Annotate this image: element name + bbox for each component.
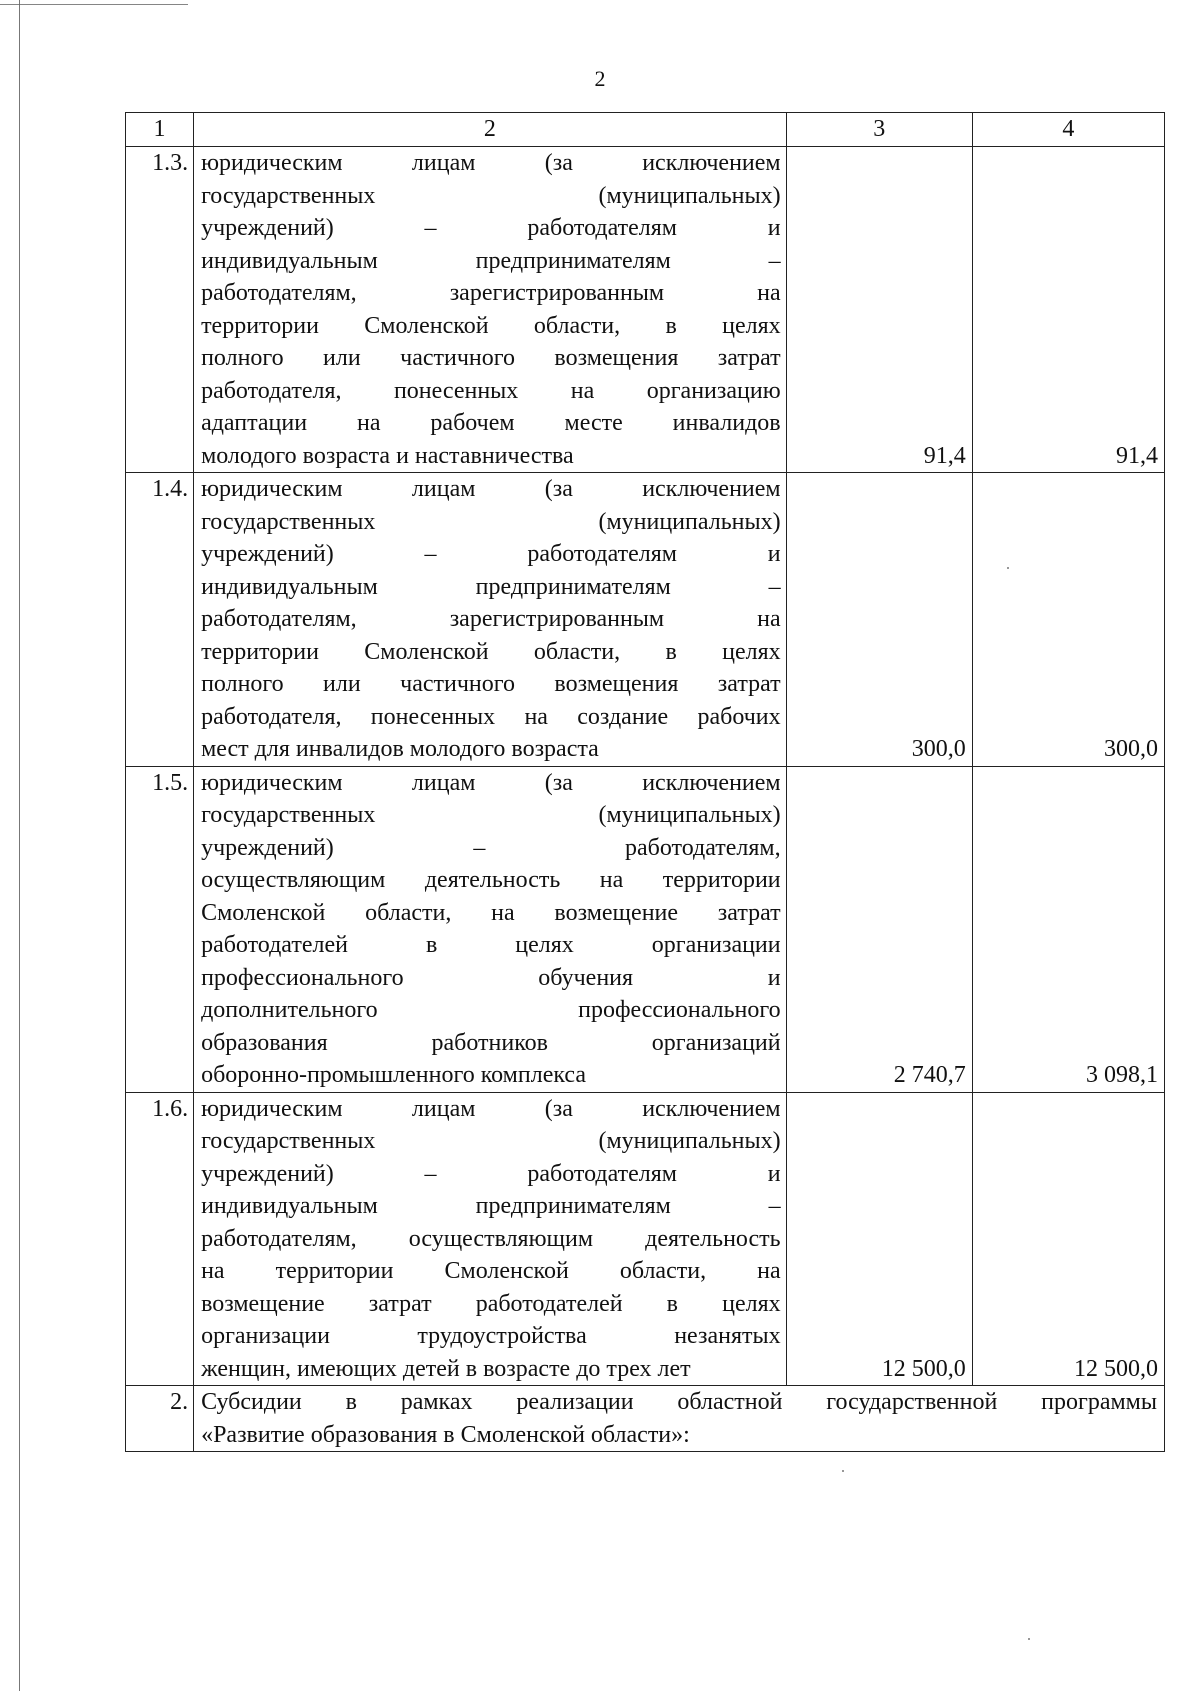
header-col-4: 4 bbox=[972, 113, 1164, 147]
description-line: учреждений) – работодателям и bbox=[201, 215, 781, 241]
header-col-2: 2 bbox=[194, 113, 787, 147]
page-number: 2 bbox=[594, 66, 606, 91]
description-line: работодателям, зарегистрированным на bbox=[201, 606, 781, 632]
section-title bbox=[194, 1386, 1165, 1452]
row-description bbox=[194, 766, 787, 1092]
description-line: юридическим лицам (за исключением bbox=[201, 769, 781, 796]
header-col-3: 3 bbox=[786, 113, 972, 147]
description-line: возмещение затрат работодателей в целях bbox=[201, 1290, 781, 1317]
description-line: полного или частичного возмещения затрат bbox=[201, 671, 781, 697]
description-line: работодателя, понесенных на организацию bbox=[201, 377, 781, 404]
description-line: юридическим лицам (за исключением bbox=[201, 476, 781, 502]
table-row bbox=[126, 766, 1165, 1092]
table-header-row bbox=[126, 113, 1165, 147]
subsidy-table bbox=[125, 112, 1165, 1452]
description-line: оборонно-промышленного комплекса bbox=[201, 1062, 586, 1088]
description-line: работодателя, понесенных на создание рабочих bbox=[201, 703, 781, 730]
description-line: государственных (муниципальных) bbox=[201, 802, 781, 828]
description-line: женщин, имеющих детей в возрасте до трех лет bbox=[201, 1355, 691, 1382]
row-description bbox=[194, 473, 787, 767]
section-title-line: Субсидии в рамках реализации областной государственной программы bbox=[201, 1389, 1157, 1415]
description-line: Смоленской области, на возмещение затрат bbox=[201, 899, 781, 926]
description-line: индивидуальным предпринимателям – bbox=[201, 573, 781, 600]
description-line: учреждений) – работодателям, bbox=[201, 834, 781, 861]
description-line: государственных (муниципальных) bbox=[201, 182, 781, 209]
description-line: индивидуальным предпринимателям – bbox=[201, 1193, 781, 1219]
description-line: государственных (муниципальных) bbox=[201, 508, 781, 535]
scan-left-edge bbox=[19, 0, 20, 1691]
table-body bbox=[126, 113, 1165, 1452]
description-line: организации трудоустройства незанятых bbox=[201, 1323, 781, 1349]
description-line: молодого возраста и наставничества bbox=[201, 442, 574, 469]
description-line: дополнительного профессионального bbox=[201, 997, 781, 1023]
section-number: 2. bbox=[126, 1386, 194, 1452]
description-line: юридическим лицам (за исключением bbox=[201, 1095, 781, 1122]
description-line: территории Смоленской области, в целях bbox=[201, 638, 781, 665]
description-line: полного или частичного возмещения затрат bbox=[201, 345, 781, 371]
row-number: 1.6. bbox=[126, 1092, 194, 1386]
row-value-col3: 12 500,0 bbox=[786, 1092, 972, 1386]
row-value-col4: 3 098,1 bbox=[972, 766, 1164, 1092]
description-line: мест для инвалидов молодого возраста bbox=[201, 736, 599, 762]
header-col-1: 1 bbox=[126, 113, 194, 147]
row-description bbox=[194, 1092, 787, 1386]
table-row bbox=[126, 147, 1165, 473]
row-value-col3: 300,0 bbox=[786, 473, 972, 767]
scan-top-edge bbox=[0, 4, 188, 5]
description-line: работодателей в целях организации bbox=[201, 932, 781, 958]
description-line: работодателям, зарегистрированным на bbox=[201, 280, 781, 306]
description-line: государственных (муниципальных) bbox=[201, 1128, 781, 1154]
row-number: 1.5. bbox=[126, 766, 194, 1092]
row-number: 1.4. bbox=[126, 473, 194, 767]
table-row bbox=[126, 1092, 1165, 1386]
row-value-col4: 300,0 bbox=[972, 473, 1164, 767]
description-line: учреждений) – работодателям и bbox=[201, 541, 781, 567]
section-row bbox=[126, 1386, 1165, 1452]
scan-speck bbox=[842, 1470, 844, 1472]
row-value-col3: 2 740,7 bbox=[786, 766, 972, 1092]
row-value-col4: 91,4 bbox=[972, 147, 1164, 473]
description-line: территории Смоленской области, в целях bbox=[201, 312, 781, 339]
section-title-line: «Развитие образования в Смоленской области»: bbox=[201, 1421, 690, 1448]
description-line: на территории Смоленской области, на bbox=[201, 1258, 781, 1284]
scan-speck bbox=[1028, 1638, 1030, 1640]
row-number: 1.3. bbox=[126, 147, 194, 473]
description-line: профессионального обучения и bbox=[201, 964, 781, 991]
description-line: осуществляющим деятельность на территории bbox=[201, 867, 781, 893]
scan-speck bbox=[1007, 567, 1009, 569]
row-value-col4: 12 500,0 bbox=[972, 1092, 1164, 1386]
description-line: юридическим лицам (за исключением bbox=[201, 150, 781, 176]
description-line: образования работников организаций bbox=[201, 1029, 781, 1056]
description-line: учреждений) – работодателям и bbox=[201, 1160, 781, 1187]
table-row bbox=[126, 473, 1165, 767]
row-value-col3: 91,4 bbox=[786, 147, 972, 473]
description-line: адаптации на рабочем месте инвалидов bbox=[201, 410, 781, 436]
description-line: работодателям, осуществляющим деятельность bbox=[201, 1225, 781, 1252]
description-line: индивидуальным предпринимателям – bbox=[201, 247, 781, 274]
row-description bbox=[194, 147, 787, 473]
